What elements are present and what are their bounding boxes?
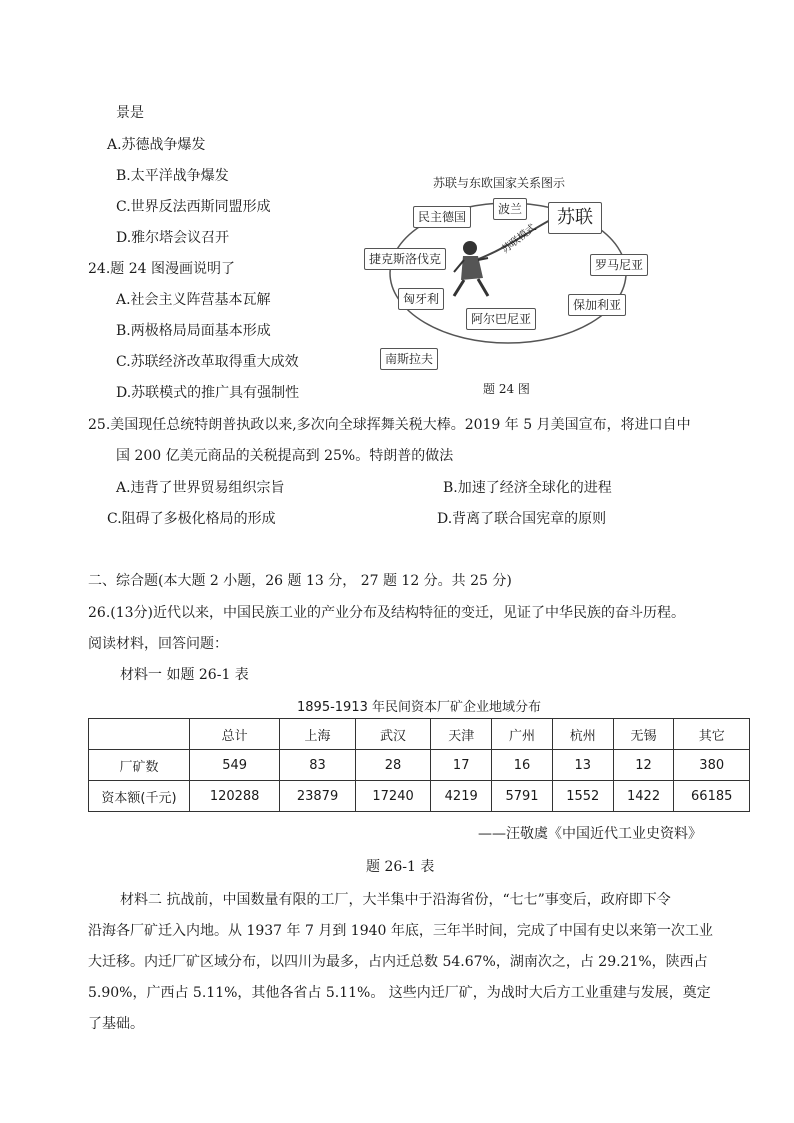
- header-cell: 天津: [431, 719, 492, 750]
- table-cell: 5791: [492, 781, 553, 812]
- section2-heading: 二、综合题(本大题 2 小题，26 题 13 分， 27 题 12 分。共 25 分): [88, 573, 512, 589]
- header-cell: 总计: [190, 719, 280, 750]
- table-cell: 16: [492, 750, 553, 781]
- table-row: [89, 750, 750, 781]
- q24-stem: 24.题 24 图漫画说明了: [88, 261, 235, 277]
- table-cell: 17240: [355, 781, 431, 812]
- table-cell: 380: [674, 750, 750, 781]
- table-cell: 23879: [280, 781, 356, 812]
- q23-option-c: C.世界反法西斯同盟形成: [116, 199, 271, 215]
- q26-stem: 26.(13分)近代以来，中国民族工业的产业分布及结构特征的变迁，见证了中华民族的奋斗历程。: [88, 605, 686, 621]
- table-cell: 17: [431, 750, 492, 781]
- material2-line3: 大迁移。内迁厂矿区域分布，以四川为最多，占内迁总数 54.67%，湖南次之，占 29.21%，陕西占: [88, 954, 708, 970]
- header-cell: 上海: [280, 719, 356, 750]
- q25-option-a: A.违背了世界贸易组织宗旨: [116, 480, 285, 496]
- table-cell: 资本额(千元): [89, 781, 190, 812]
- material2-line2: 沿海各厂矿迁入内地。从 1937 年 7 月到 1940 年底，三年半时间，完成了中国有史以来第一次工业: [88, 923, 713, 939]
- q24-option-c: C.苏联经济改革取得重大成效: [116, 354, 299, 370]
- q24-option-b: B.两极格局局面基本形成: [116, 323, 271, 339]
- q26-instruction: 阅读材料，回答问题：: [88, 636, 228, 652]
- header-cell: 无锡: [613, 719, 674, 750]
- q23-stem-tail: 景是: [116, 105, 144, 121]
- q23-option-a: A.苏德战争爆发: [107, 137, 206, 153]
- table-cell: 120288: [190, 781, 280, 812]
- table-row: [89, 781, 750, 812]
- table-cell: 4219: [431, 781, 492, 812]
- q23-option-d: D.雅尔塔会议召开: [116, 230, 230, 246]
- node-yugoslavia: 南斯拉夫: [380, 348, 438, 370]
- material2-line5: 了基础。: [88, 1016, 144, 1032]
- figure-title: 苏联与东欧国家关系图示: [433, 176, 566, 190]
- table-cell: 1422: [613, 781, 674, 812]
- person-figure-icon: [454, 241, 488, 296]
- node-albania: 阿尔巴尼亚: [466, 308, 536, 330]
- q24-option-a: A.社会主义阵营基本瓦解: [116, 292, 271, 308]
- node-east-germany: 民主德国: [413, 206, 471, 228]
- table-cell: 28: [355, 750, 431, 781]
- material2-line1: 材料二 抗战前，中国数量有限的工厂，大半集中于沿海省份，“七七”事变后，政府即下令: [120, 892, 671, 908]
- table-cell: 83: [280, 750, 356, 781]
- node-czechoslovakia: 捷克斯洛伐克: [364, 248, 446, 270]
- q23-option-b: B.太平洋战争爆发: [116, 168, 229, 184]
- table-cell: 12: [613, 750, 674, 781]
- node-poland: 波兰: [493, 198, 527, 220]
- q25-option-c: C.阻碍了多极化格局的形成: [107, 511, 276, 527]
- table-caption: 题 26-1 表: [366, 859, 435, 875]
- data-table: [88, 718, 750, 812]
- q25-option-b: B.加速了经济全球化的进程: [443, 480, 612, 496]
- node-bulgaria: 保加利亚: [568, 294, 626, 316]
- node-romania: 罗马尼亚: [590, 254, 648, 276]
- header-cell: 杭州: [552, 719, 613, 750]
- material2-line4: 5.90%，广西占 5.11%，其他各省占 5.11%。 这些内迁厂矿，为战时大后方工业重建与发展，奠定: [88, 985, 711, 1001]
- q24-figure: [358, 168, 658, 400]
- q25-stem-line2: 国 200 亿美元商品的关税提高到 25%。特朗普的做法: [116, 448, 454, 464]
- node-soviet-union: 苏联: [548, 202, 602, 234]
- q26-material1-label: 材料一 如题 26-1 表: [120, 667, 249, 683]
- header-cell: 其它: [674, 719, 750, 750]
- table-cell: 1552: [552, 781, 613, 812]
- header-cell: 武汉: [355, 719, 431, 750]
- q25-stem-line1: 25.美国现任总统特朗普执政以来,多次向全球挥舞关税大棒。2019 年 5 月美国宣布，将进口自中: [88, 417, 691, 433]
- table-cell: 66185: [674, 781, 750, 812]
- header-cell: 广州: [492, 719, 553, 750]
- table-cell: 厂矿数: [89, 750, 190, 781]
- table-header-row: [89, 719, 750, 750]
- table-cell: 13: [552, 750, 613, 781]
- table-cell: 549: [190, 750, 280, 781]
- table-title: 1895-1913 年民间资本厂矿企业地域分布: [297, 700, 541, 715]
- figure-caption: 题 24 图: [483, 382, 530, 396]
- rope-label: 苏联模式: [500, 222, 539, 256]
- q24-option-d: D.苏联模式的推广具有强制性: [116, 385, 300, 401]
- node-hungary: 匈牙利: [398, 288, 444, 310]
- header-cell: [89, 719, 190, 750]
- table-source: ——汪敬虞《中国近代工业史资料》: [478, 826, 702, 842]
- q25-option-d: D.背离了联合国宪章的原则: [437, 511, 607, 527]
